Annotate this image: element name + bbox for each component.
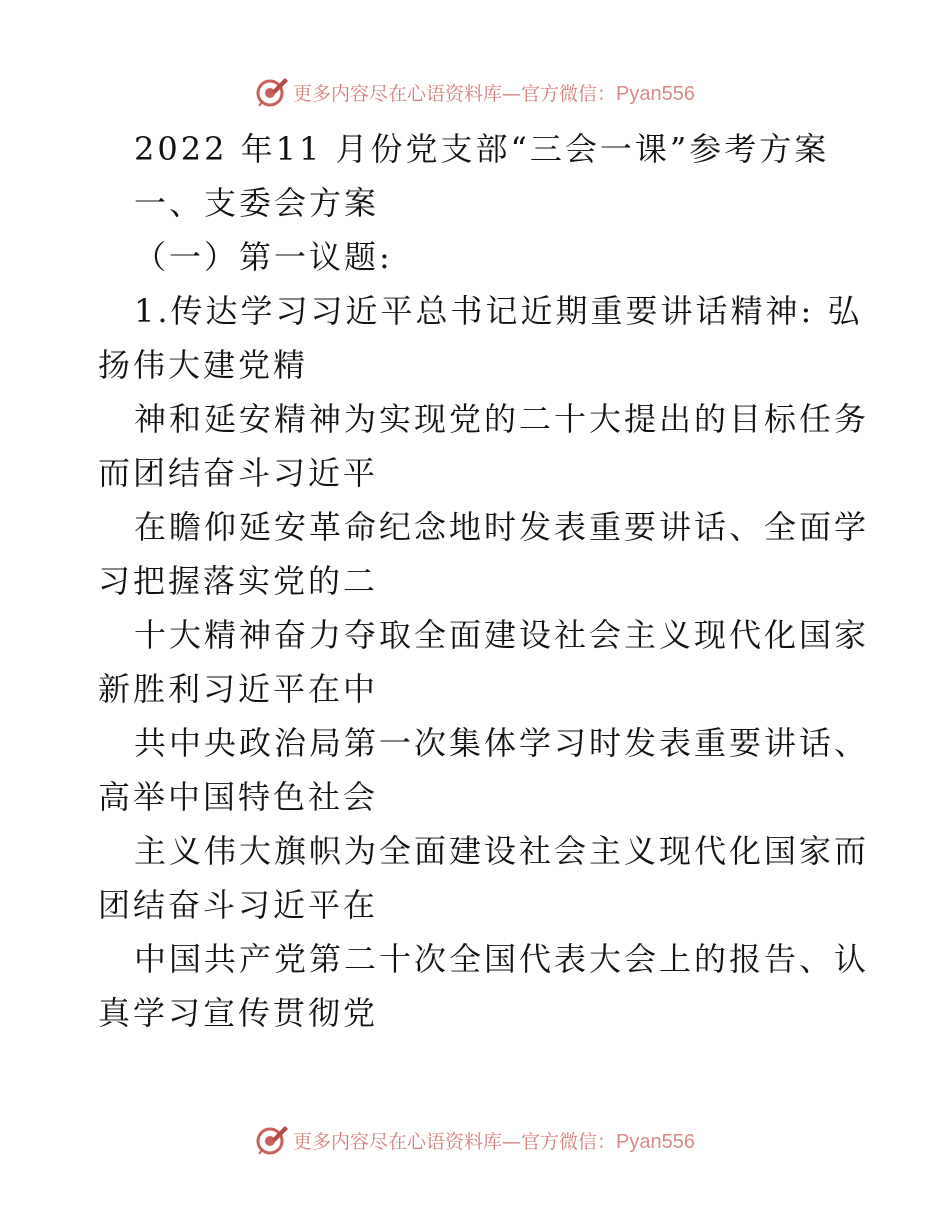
watermark-banner-bottom (0, 1118, 950, 1162)
watermark-label: 更多内容尽在心语资料库—官方微信： (293, 82, 617, 105)
paragraph-line: 习把握落实党的二 (98, 562, 379, 600)
paragraph-line: 在瞻仰延安革命纪念地时发表重要讲话、全面学 (134, 508, 870, 546)
watermark-label: 更多内容尽在心语资料库—官方微信： (293, 1130, 617, 1153)
paragraph-line: 新胜利习近平在中 (98, 670, 379, 708)
paragraph-line: 十大精神奋力夺取全面建设社会主义现代化国家 (134, 616, 870, 654)
pen-circle-icon (255, 1123, 289, 1157)
watermark-text (293, 79, 695, 106)
document-title: 2022 年11 月份党支部“三会一课”参考方案 (134, 130, 830, 168)
watermark-text (293, 1127, 695, 1154)
watermark-handle: Pyan556 (616, 82, 695, 105)
paragraph-line: 共中央政治局第一次集体学习时发表重要讲话、 (134, 724, 870, 762)
paragraph-line: 神和延安精神为实现党的二十大提出的目标任务 (134, 400, 870, 438)
paragraph-line: 扬伟大建党精 (98, 346, 309, 384)
watermark-banner-top (0, 70, 950, 114)
paragraph-line: 高举中国特色社会 (98, 778, 379, 816)
paragraph-line: 中国共产党第二十次全国代表大会上的报告、认 (134, 940, 870, 978)
paragraph-line: 真学习宣传贯彻党 (98, 994, 379, 1032)
section-heading: 一、支委会方案 (134, 184, 380, 222)
paragraph-line: 主义伟大旗帜为全面建设社会主义现代化国家而 (134, 832, 870, 870)
document-body (98, 122, 870, 1040)
paragraph-line: 1.传达学习习近平总书记近期重要讲话精神: 弘 (134, 292, 863, 330)
subsection-heading: （一）第一议题: (134, 238, 393, 276)
paragraph-line: 而团结奋斗习近平 (98, 454, 379, 492)
paragraph-line: 团结奋斗习近平在 (98, 886, 379, 924)
watermark-handle: Pyan556 (616, 1130, 695, 1153)
pen-circle-icon (255, 75, 289, 109)
